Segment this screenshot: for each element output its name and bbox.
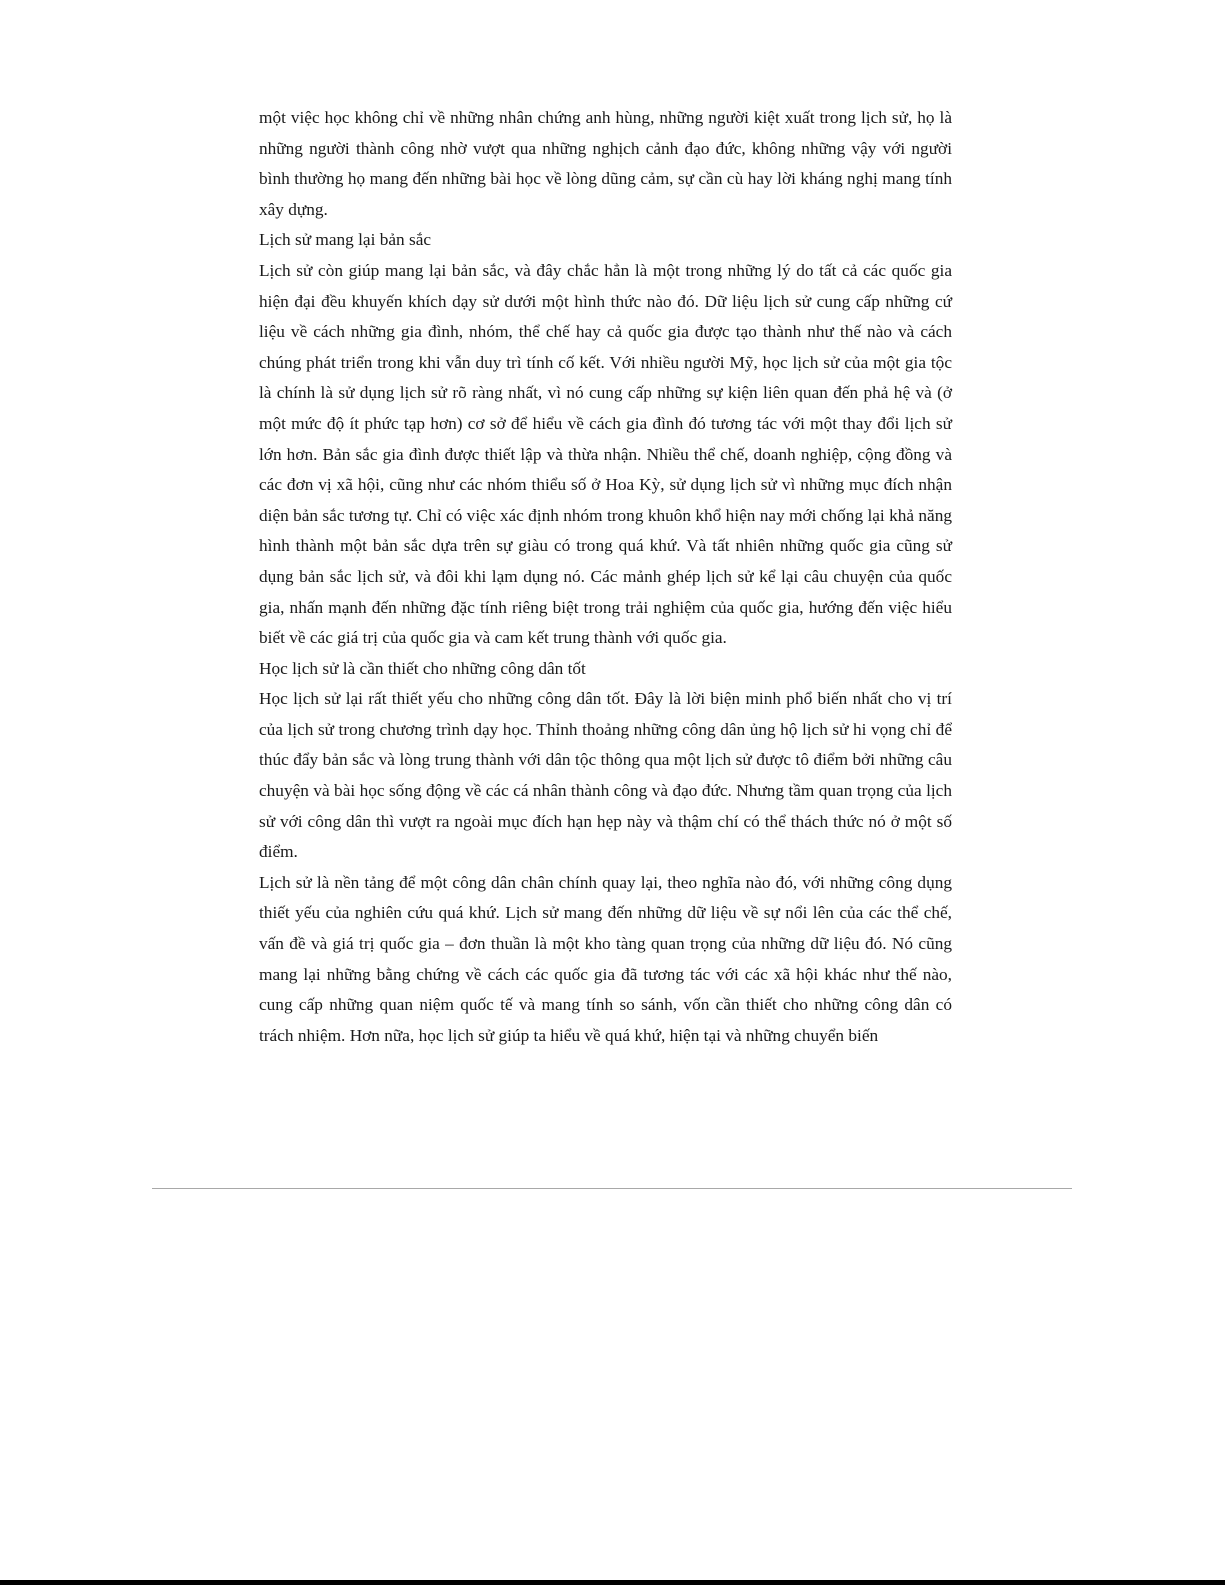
page-divider <box>152 1188 1072 1189</box>
section-heading-identity: Lịch sử mang lại bản sắc <box>259 230 432 250</box>
document-body <box>259 103 952 1051</box>
paragraph-identity: Lịch sử còn giúp mang lại bản sắc, và đây chắc hẳn là một trong những lý do tất cả các quốc gia hiện đại đều khuyến khích dạy sử dưới một hình thức nào đó. Dữ liệu lịch sử cung cấp những cứ liệu về cách những gia đình, nhóm, thể chế hay cả quốc gia được tạo thành như thế nào và cách chúng phát triển trong khi vẫn duy trì tính cố kết. Với nhiều người Mỹ, học lịch sử của một gia tộc là chính là sử dụng lịch sử rõ ràng nhất, vì nó cung cấp những sự kiện liên quan đến phả hệ và (ở một mức độ ít phức tạp hơn) cơ sở để hiểu về cách gia đình đó tương tác với một thay đổi lịch sử lớn hơn. Bản sắc gia đình được thiết lập và thừa nhận. Nhiều thể chế, doanh nghiệp, cộng đồng và các đơn vị xã hội, cũng như các nhóm thiểu số ở Hoa Kỳ, sử dụng lịch sử vì những mục đích nhận diện bản sắc tương tự. Chỉ có việc xác định nhóm trong khuôn khổ hiện nay mới chống lại khả năng hình thành một bản sắc dựa trên sự giàu có trong quá khứ. Và tất nhiên những quốc gia cũng sử dụng bản sắc lịch sử, và đôi khi lạm dụng nó. Các mảnh ghép lịch sử kể lại câu chuyện của quốc gia, nhấn mạnh đến những đặc tính riêng biệt trong trải nghiệm của quốc gia, hướng đến việc hiểu biết về các giá trị của quốc gia và cam kết trung thành với quốc gia. <box>259 260 952 648</box>
paragraph-foundation: Lịch sử là nền tảng để một công dân chân chính quay lại, theo nghĩa nào đó, với những công dụng thiết yếu của nghiên cứu quá khứ. Lịch sử mang đến những dữ liệu về sự nổi lên của các thể chế, vấn đề và giá trị quốc gia – đơn thuần là một kho tàng quan trọng của những dữ liệu đó. Nó cũng mang lại những bằng chứng về cách các quốc gia đã tương tác với các xã hội khác như thế nào, cung cấp những quan niệm quốc tế và mang tính so sánh, vốn cần thiết cho những công dân có trách nhiệm. Hơn nữa, học lịch sử giúp ta hiểu về quá khứ, hiện tại và những chuyển biến <box>259 872 952 1045</box>
paragraph-heroes-lessons: một việc học không chỉ về những nhân chứng anh hùng, những người kiệt xuất trong lịch sử, họ là những người thành công nhờ vượt qua những nghịch cảnh đạo đức, không những vậy với người bình thường họ mang đến những bài học về lòng dũng cảm, sự cần cù hay lời kháng nghị mang tính xây dựng. <box>259 108 952 219</box>
section-heading-citizenship: Học lịch sử là cần thiết cho những công dân tốt <box>259 658 586 678</box>
bottom-edge-bar <box>0 1580 1225 1585</box>
paragraph-citizenship: Học lịch sử lại rất thiết yếu cho những công dân tốt. Đây là lời biện minh phổ biến nhất cho vị trí của lịch sử trong chương trình dạy học. Thỉnh thoảng những công dân ủng hộ lịch sử hi vọng chỉ để thúc đẩy bản sắc và lòng trung thành với dân tộc thông qua một lịch sử được tô điểm bởi những câu chuyện và bài học sống động về các cá nhân thành công và đạo đức. Nhưng tầm quan trọng của lịch sử với công dân thì vượt ra ngoài mục đích hạn hẹp này và thậm chí có thể thách thức nó ở một số điểm. <box>259 689 952 862</box>
